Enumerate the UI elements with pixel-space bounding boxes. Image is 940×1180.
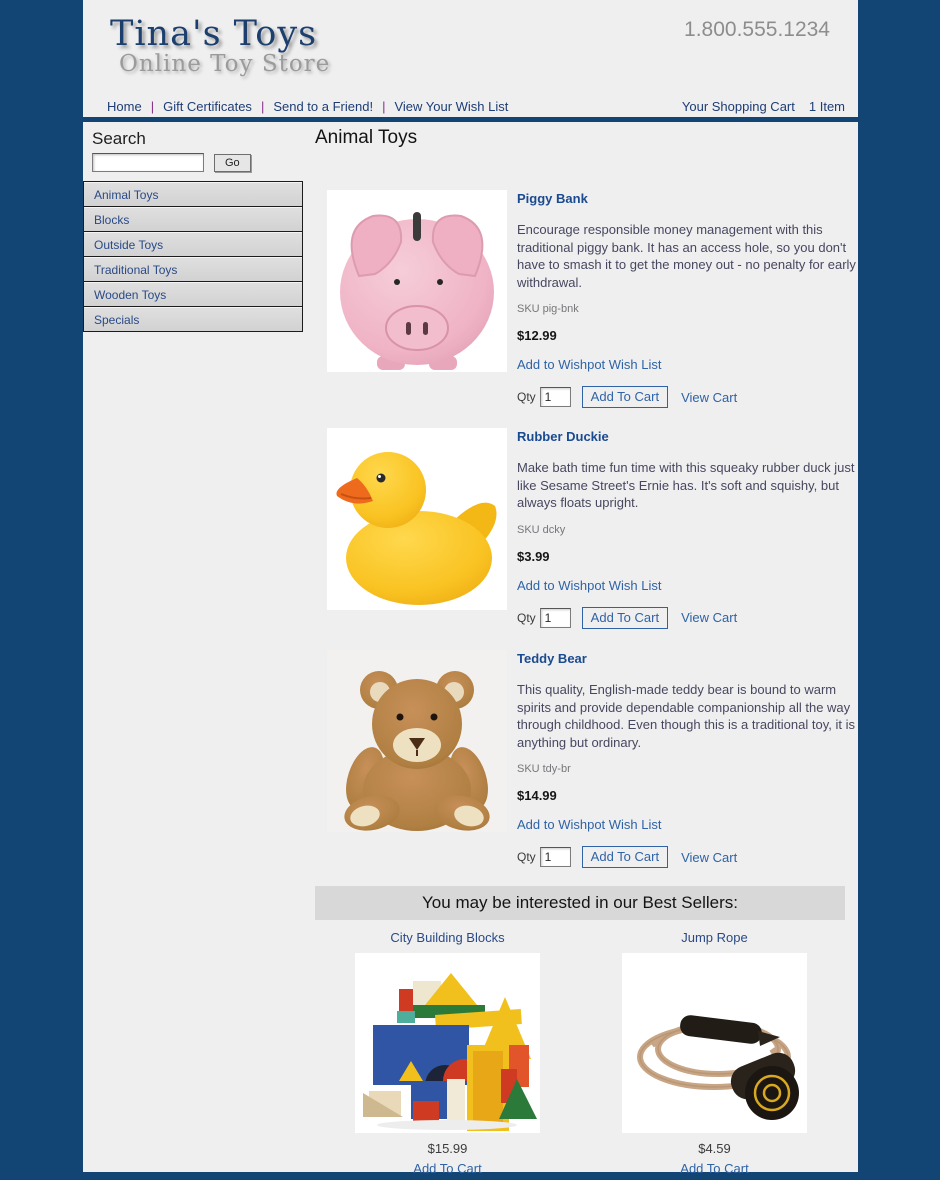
- sidebar: [83, 122, 303, 332]
- product-description: This quality, English-made teddy bear is bound to warm spirits and provide dependable companionship all the way through childhood. Even though this is a traditional toy, it is anything but ordinary.: [517, 682, 855, 750]
- jump-rope-image[interactable]: [622, 953, 807, 1133]
- view-cart-link[interactable]: View Cart: [681, 610, 738, 625]
- wishlist-link[interactable]: Add to Wishpot Wish List: [517, 577, 662, 593]
- top-navigation: [83, 96, 858, 117]
- site-header: [83, 0, 858, 96]
- add-to-cart-button[interactable]: Add To Cart: [582, 607, 668, 629]
- search-box: [83, 122, 303, 181]
- nav-separator: |: [382, 99, 386, 114]
- qty-input[interactable]: [540, 387, 571, 407]
- best-seller-name-link[interactable]: Jump Rope: [681, 930, 748, 945]
- sku-code: tdy-br: [542, 763, 571, 775]
- quantity-row: [517, 607, 858, 629]
- nav-link-wish-list[interactable]: View Your Wish List: [394, 99, 509, 114]
- category-menu: [83, 181, 303, 332]
- cart-status: [682, 96, 845, 117]
- add-to-cart-button[interactable]: Add To Cart: [582, 386, 668, 408]
- best-seller-price: $4.59: [698, 1141, 731, 1156]
- wishlist-link[interactable]: Add to Wishpot Wish List: [517, 817, 662, 832]
- page-title: Animal Toys: [315, 127, 418, 148]
- best-seller-price: $15.99: [427, 1141, 468, 1156]
- view-cart-link[interactable]: View Cart: [681, 849, 738, 865]
- sku-code: pig-bnk: [542, 303, 579, 315]
- quantity-row: [517, 386, 858, 408]
- qty-label: Qty: [517, 850, 536, 864]
- product-price: $14.99: [517, 788, 557, 803]
- logo-subtitle: Online Toy Store: [119, 51, 331, 77]
- sidebar-item-specials[interactable]: Specials: [84, 307, 302, 332]
- product-sku: [517, 763, 858, 775]
- product-sku: [517, 303, 858, 315]
- quantity-row: [517, 846, 858, 868]
- product-name-link[interactable]: Teddy Bear: [517, 651, 587, 666]
- product-details: [517, 650, 858, 868]
- content-area: [83, 0, 858, 1176]
- search-go-button[interactable]: Go: [214, 154, 251, 172]
- wishlist-link[interactable]: Add to Wishpot Wish List: [517, 357, 662, 372]
- product-name-link[interactable]: Rubber Duckie: [517, 429, 609, 444]
- nav-separator: |: [260, 99, 265, 114]
- product-price: $12.99: [517, 328, 557, 343]
- product-sku: [517, 524, 858, 536]
- product-details: [517, 428, 858, 629]
- sidebar-item-outside-toys[interactable]: Outside Toys: [84, 232, 302, 257]
- piggy-bank-image[interactable]: [327, 190, 507, 372]
- search-heading: Search: [92, 129, 146, 148]
- product-description: Encourage responsible money management with this traditional piggy bank. It has an access hole, so you don't have to smash it to get the money out - no penalty for early withdrawal.: [517, 222, 856, 290]
- best-seller-jump-rope: [622, 929, 807, 1178]
- nav-link-send-to-friend[interactable]: Send to a Friend!: [273, 99, 374, 114]
- building-blocks-image[interactable]: [355, 953, 540, 1133]
- add-to-cart-button[interactable]: Add To Cart: [582, 846, 668, 868]
- product-price: $3.99: [517, 548, 550, 564]
- sidebar-item-traditional-toys[interactable]: Traditional Toys: [84, 257, 302, 282]
- best-sellers-heading: You may be interested in our Best Sellers:: [315, 886, 845, 920]
- sku-label: SKU: [517, 763, 540, 775]
- sidebar-item-animal-toys[interactable]: Animal Toys: [84, 182, 302, 207]
- logo-title: Tina's Toys: [110, 14, 318, 54]
- search-input[interactable]: [92, 153, 204, 172]
- site-logo[interactable]: [110, 14, 330, 77]
- nav-link-gift-certificates[interactable]: Gift Certificates: [163, 99, 252, 114]
- product-name-link[interactable]: Piggy Bank: [517, 191, 588, 206]
- teddy-bear-image[interactable]: [327, 650, 507, 832]
- phone-number: 1.800.555.1234: [684, 18, 830, 41]
- best-seller-add-to-cart-link[interactable]: Add To Cart: [680, 1161, 749, 1176]
- qty-label: Qty: [517, 390, 536, 404]
- best-seller-city-building-blocks: [355, 929, 540, 1178]
- qty-label: Qty: [517, 610, 536, 625]
- shopping-cart-link[interactable]: Your Shopping Cart: [681, 99, 795, 114]
- product-details: [517, 190, 858, 408]
- qty-input[interactable]: [540, 608, 571, 628]
- sku-code: dcky: [542, 523, 566, 536]
- best-seller-name-link[interactable]: City Building Blocks: [390, 930, 505, 945]
- rubber-duck-image[interactable]: [327, 428, 507, 610]
- sidebar-item-wooden-toys[interactable]: Wooden Toys: [84, 282, 302, 307]
- sku-label: SKU: [517, 523, 540, 536]
- cart-item-count: 1 Item: [808, 99, 845, 114]
- qty-input[interactable]: [540, 847, 571, 867]
- view-cart-link[interactable]: View Cart: [681, 389, 738, 405]
- sku-label: SKU: [517, 303, 540, 315]
- nav-link-home[interactable]: Home: [107, 99, 142, 114]
- nav-separator: |: [150, 99, 155, 114]
- product-description: Make bath time fun time with this squeaky rubber duck just like Sesame Street's Ernie has. It's soft and squishy, but always floats upright.: [517, 460, 855, 510]
- sidebar-item-blocks[interactable]: Blocks: [84, 207, 302, 232]
- best-seller-add-to-cart-link[interactable]: Add To Cart: [413, 1161, 482, 1176]
